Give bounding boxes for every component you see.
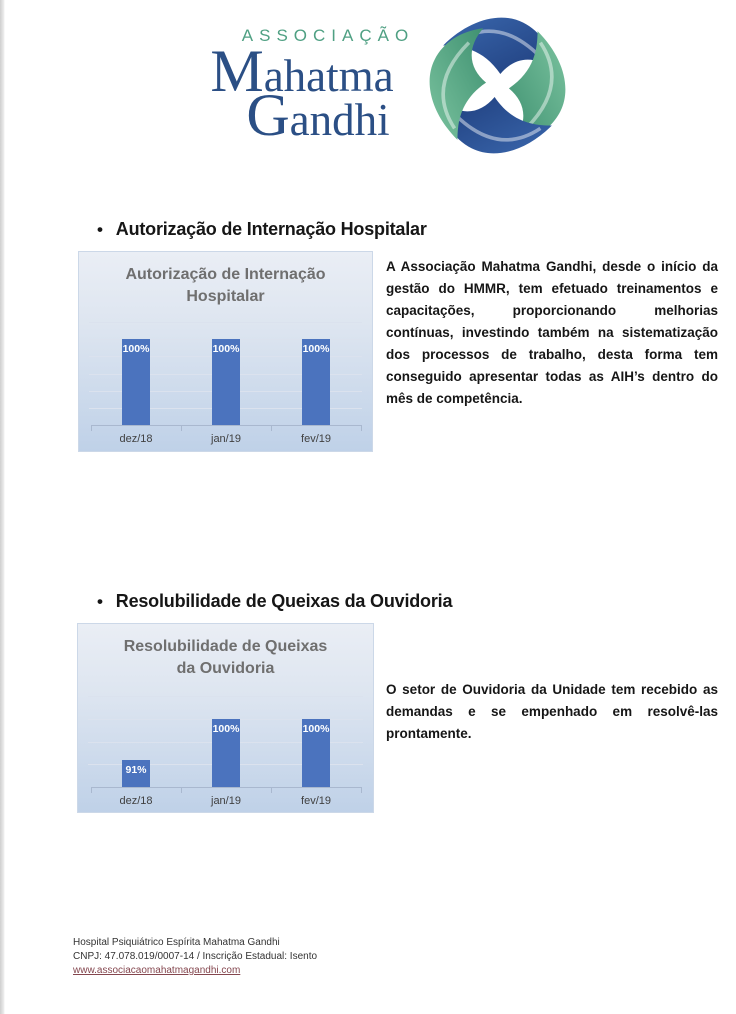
chart-title	[79, 264, 372, 308]
section-heading-text: Autorização de Internação Hospitalar	[115, 219, 427, 239]
x-axis-line	[91, 787, 361, 788]
bar	[302, 719, 330, 787]
chart-title-line2: da Ouvidoria	[176, 660, 275, 677]
x-axis-category-label: jan/19	[211, 433, 241, 445]
x-axis-line	[91, 425, 361, 426]
x-axis-tick	[361, 425, 362, 431]
x-axis-tick	[181, 787, 182, 793]
x-axis-category-label: jan/19	[211, 795, 241, 807]
footer-cnpj-line: CNPJ: 47.078.019/0007-14 / Inscrição Estadual: Isento	[73, 951, 318, 962]
bar	[122, 760, 150, 787]
gridline	[88, 696, 363, 697]
bar	[212, 719, 240, 787]
footer	[73, 936, 317, 978]
x-axis-category-label: dez/18	[119, 795, 153, 807]
logo-name-line2: Gandhi	[246, 82, 390, 148]
bullet-icon: •	[97, 220, 103, 239]
chart-title-line1: Resolubilidade de Queixas	[123, 638, 328, 655]
logo-name-line1: Mahatma	[210, 38, 394, 104]
scan-edge-artifact	[0, 0, 5, 1014]
x-axis-tick	[271, 425, 272, 431]
footer-hospital-name: Hospital Psiquiátrico Espírita Mahatma Gandhi	[73, 937, 280, 948]
x-axis-category-label: fev/19	[301, 433, 331, 445]
bar-value-label: 91%	[125, 763, 147, 776]
section-paragraph-ouvidoria: O setor de Ouvidoria da Unidade tem recebido as demandas e se empenhado em resolvê-las prontamente.	[386, 682, 718, 741]
x-axis-tick	[91, 425, 92, 431]
section-heading-text: Resolubilidade de Queixas da Ouvidoria	[115, 591, 453, 611]
x-axis-category-label: dez/18	[119, 433, 153, 445]
bar	[302, 339, 330, 425]
gridline	[89, 322, 362, 323]
bar	[212, 339, 240, 425]
bar	[122, 339, 150, 425]
chart-title-line1: Autorização de Internação	[125, 266, 326, 283]
mahatma-gandhi-logo-mark-icon	[424, 14, 571, 157]
chart-title-line2: Hospitalar	[186, 288, 265, 305]
chart-title	[78, 636, 373, 680]
section-heading-ouvidoria	[97, 591, 452, 612]
footer-website-link[interactable]: www.associacaomahatmagandhi.com	[73, 965, 241, 976]
bullet-icon: •	[97, 592, 103, 611]
chart-panel-ouvidoria	[77, 623, 374, 813]
x-axis-tick	[271, 787, 272, 793]
bar-value-label: 100%	[302, 722, 330, 735]
x-axis-category-label: fev/19	[301, 795, 331, 807]
chart-panel-aih	[78, 251, 373, 452]
x-axis-tick	[181, 425, 182, 431]
bar-value-label: 100%	[122, 343, 150, 356]
x-axis-tick	[361, 787, 362, 793]
section-heading-aih	[97, 219, 427, 240]
x-axis-tick	[91, 787, 92, 793]
logo-association-label: ASSOCIAÇÃO	[241, 26, 415, 45]
bar-value-label: 100%	[212, 343, 240, 356]
bar-value-label: 100%	[302, 343, 330, 356]
bar-value-label: 100%	[212, 722, 240, 735]
section-paragraph-aih: A Associação Mahatma Gandhi, desde o início da gestão do HMMR, tem efetuado treinamentos e capacitações, proporcionando melhorias contínuas, investindo também na sistematização dos processos de trabalho, desta forma tem conseguido apresentar todas as AIH’s dentro do mês de competência.	[386, 259, 718, 406]
